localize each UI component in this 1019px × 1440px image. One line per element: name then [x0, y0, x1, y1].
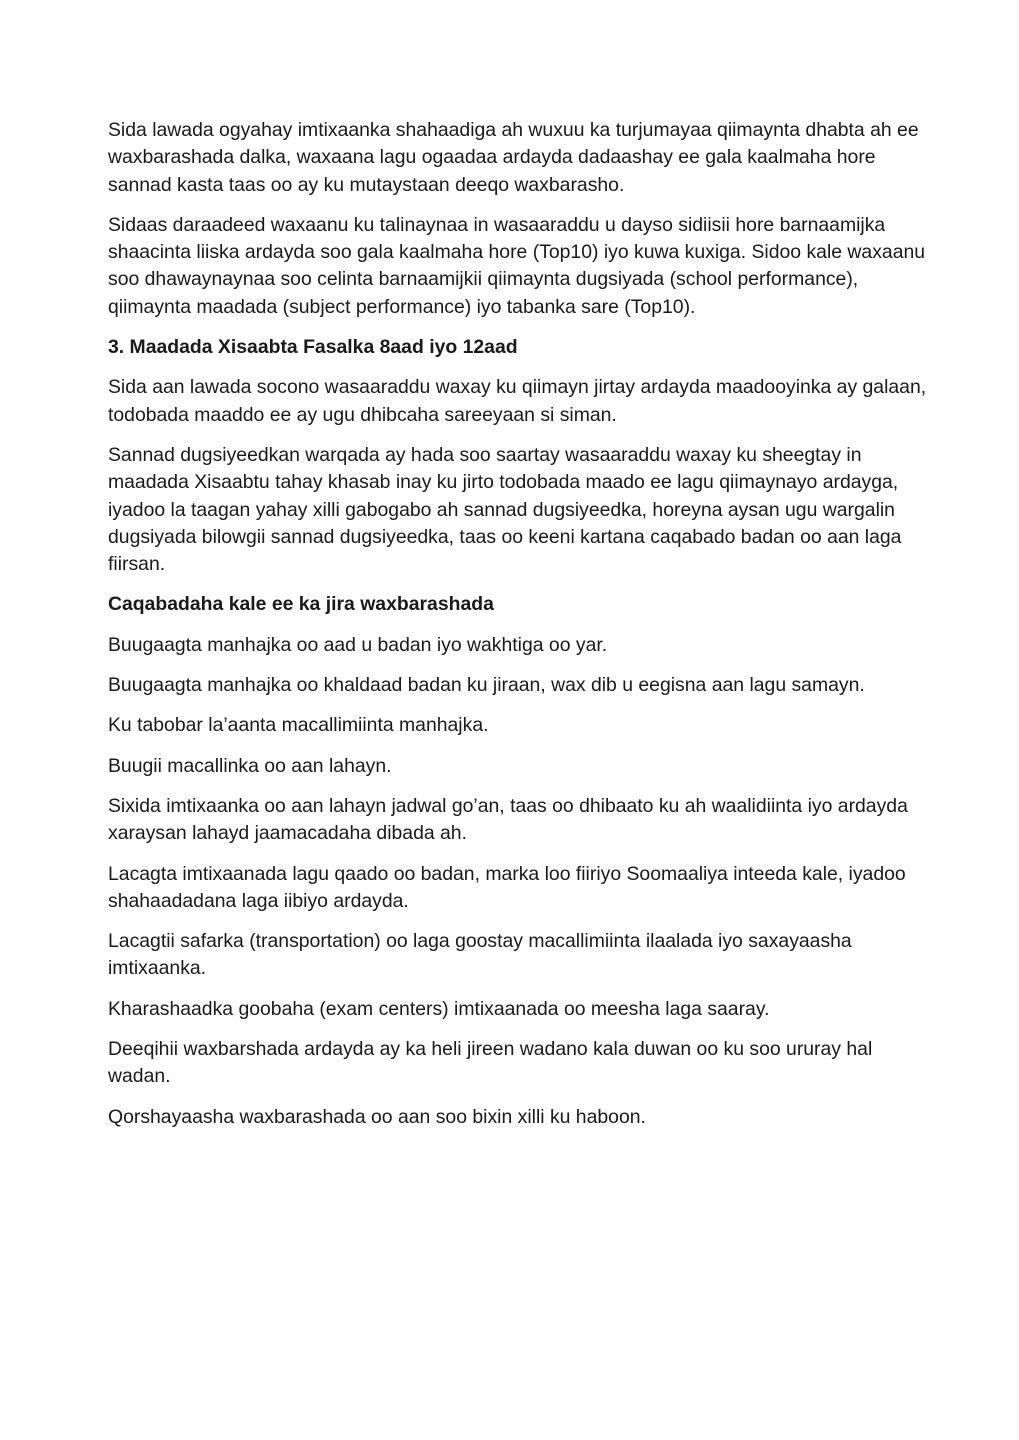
document-body: [108, 117, 928, 1144]
challenge-item: Qorshayaasha waxbarashada oo aan soo bixin xilli ku haboon.: [108, 1105, 646, 1128]
challenge-item: Deeqihii waxbarshada ardayda ay ka heli jireen wadano kala duwan oo ku soo ururay hal wadan.: [108, 1038, 873, 1088]
section-3-heading: 3. Maadada Xisaabta Fasalka 8aad iyo 12aad: [108, 336, 518, 359]
challenge-item: Ku tabobar la’aanta macallimiinta manhajka.: [108, 714, 489, 737]
challenge-item: Buugii macallinka oo aan lahayn.: [108, 754, 392, 777]
section-3-paragraph-1: Sida aan lawada socono wasaaraddu waxay ku qiimayn jirtay ardayda maadooyinka ay galaan, todobada maaddo ee ay ugu dhibcaha sareeyaan si siman.: [108, 376, 927, 426]
challenge-item: Buugaagta manhajka oo aad u badan iyo wakhtiga oo yar.: [108, 633, 608, 656]
section-3-paragraph-2: Sannad dugsiyeedkan warqada ay hada soo saartay wasaaraddu waxay ku sheegtay in maadada Xisaabtu tahay khasab inay ku jirto todobada maado ee lagu qiimaynayo ardayga, iyadoo la taagan yahay xilli gabogabo ah sannad dugsiyeedka, horeyna aysan ugu wargalin dugsiyada bilowgii sannad dugsiyeedka, taas oo keeni kartana caqabado badan oo aan laga fiirsan.: [108, 443, 902, 576]
challenges-heading: Caqabadaha kale ee ka jira waxbarashada: [108, 593, 494, 616]
challenge-item: Lacagtii safarka (transportation) oo laga goostay macallimiinta ilaalada iyo saxayaasha imtixaanka.: [108, 930, 852, 980]
challenge-item: Kharashaadka goobaha (exam centers) imtixaanada oo meesha laga saaray.: [108, 997, 770, 1020]
challenge-item: Lacagta imtixaanada lagu qaado oo badan, marka loo fiiriyo Soomaaliya inteeda kale, iyadoo shahaadadana laga iibiyo ardayda.: [108, 862, 906, 912]
challenge-item: Buugaagta manhajka oo khaldaad badan ku jiraan, wax dib u eegisna aan lagu samayn.: [108, 674, 865, 697]
paragraph-intro-1: Sida lawada ogyahay imtixaanka shahaadiga ah wuxuu ka turjumayaa qiimaynta dhabta ah ee waxbarashada dalka, waxaana lagu ogaadaa ardayda dadaashay ee gala kaalmaha hore sannad kasta taas oo ay ku mutaystaan deeqo waxbarasho.: [108, 119, 919, 196]
paragraph-intro-2: Sidaas daraadeed waxaanu ku talinaynaa in wasaaraddu u dayso sidiisii hore barnaamijka shaacinta liiska ardayda soo gala kaalmaha hore (Top10) iyo kuwa kuxiga. Sidoo kale waxaanu soo dhawaynaynaa soo celinta barnaamijkii qiimaynta dugsiyada (school performance), qiimaynta maadada (subject performance) iyo tabanka sare (Top10).: [108, 213, 926, 318]
challenge-item: Sixida imtixaanka oo aan lahayn jadwal go’an, taas oo dhibaato ku ah waalidiinta iyo ardayda xaraysan lahayd jaamacadaha dibada ah.: [108, 794, 908, 845]
